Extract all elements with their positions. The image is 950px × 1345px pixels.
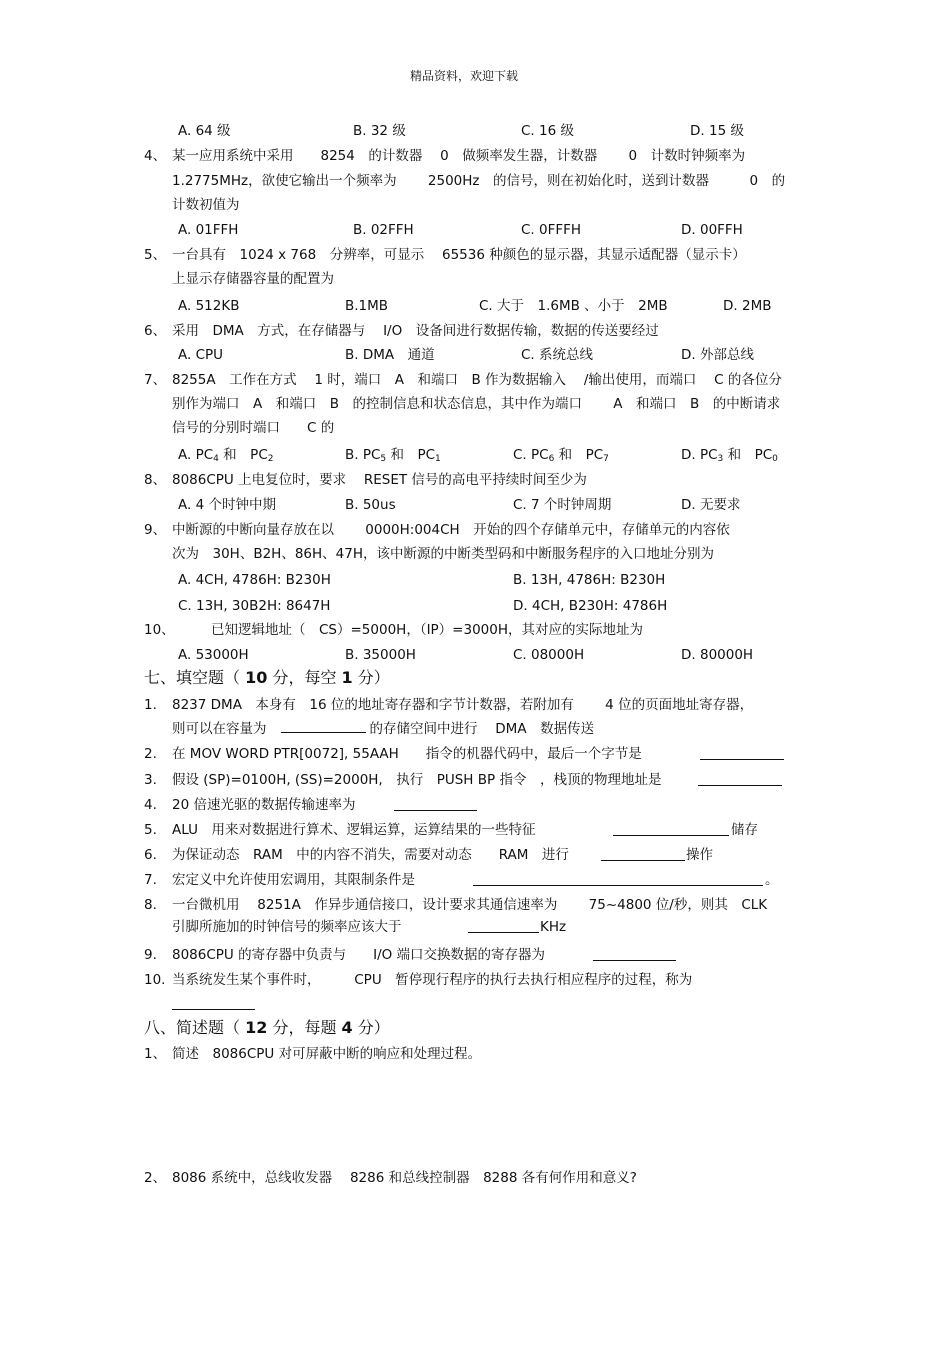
q7-line1: 8255A 工作在方式 1 时，端口 A 和端口 B 作为数据输入 /输出使用，而端口 C 的各位分 (172, 372, 782, 388)
section-8-heading (144, 1018, 390, 1038)
section-7-points-each: 1 (341, 668, 353, 687)
q9-line2: 次为 30H、B2H、86H、47H，该中断源的中断类型码和中断服务程序的入口地址分别为 (172, 546, 714, 562)
fill-10-text: 当系统发生某个事件时， CPU 暂停现行程序的执行去执行相应程序的过程，称为 (172, 972, 693, 988)
q7-option-c-sub2: 7 (603, 454, 609, 464)
q7-option-a-sub1: 4 (213, 454, 219, 464)
fill-7-after: 。 (765, 872, 779, 888)
q5-option-a: A. 512KB (178, 298, 240, 314)
q7-option-b (345, 447, 441, 463)
q8-line1: 8086CPU 上电复位时，要求 RESET 信号的高电平持续时间至少为 (172, 472, 587, 488)
q8-option-a: A. 4 个时钟中期 (178, 497, 276, 513)
q3-option-b: B. 32 级 (353, 123, 406, 139)
q7-option-b-sub2: 1 (435, 454, 441, 464)
q4-line3: 计数初值为 (172, 197, 240, 213)
essay-2-text: 8086 系统中，总线收发器 8286 和总线控制器 8288 各有何作用和意义? (172, 1170, 637, 1186)
q5-number: 5、 (144, 247, 167, 263)
q7-option-b-sub1: 5 (380, 454, 387, 464)
q6-option-d: D. 外部总线 (681, 347, 754, 363)
fill-3-number: 3. (144, 772, 157, 788)
q8-option-c: C. 7 个时钟周期 (513, 497, 612, 513)
q7-option-d-sub1: 3 (717, 454, 724, 464)
fill-1-line1: 8237 DMA 本身有 16 位的地址寄存器和字节计数器，若附加有 4 位的页面地址寄存器， (172, 697, 754, 713)
fill-6-after: 操作 (686, 847, 713, 863)
q3-option-d: D. 15 级 (690, 123, 744, 139)
q4-line2: 1.2775MHz，欲使它输出一个频率为 2500Hz 的信号，则在初始化时，送到计数器 0 的 (172, 173, 786, 189)
section-7-heading-pre: 七、填空题（ (144, 668, 246, 687)
q7-line2: 别作为端口 A 和端口 B 的控制信息和状态信息，其中作为端口 A 和端口 B 的中断请求 (172, 396, 781, 412)
essay-1-number: 1、 (144, 1046, 167, 1062)
q7-option-a-mid: 和 PC (218, 447, 268, 463)
fill-10-number: 10. (144, 972, 166, 988)
fill-7-blank (473, 872, 763, 886)
q7-option-c-sub1: 6 (548, 454, 555, 464)
fill-5-number: 5. (144, 822, 157, 838)
fill-1-line2 (172, 719, 594, 737)
fill-7-number: 7. (144, 872, 157, 888)
q3-option-c: C. 16 级 (521, 123, 574, 139)
fill-3-blank (698, 772, 782, 786)
fill-1-line2-before: 则可以在容量为 (172, 721, 267, 737)
q4-option-d: D. 00FFH (681, 222, 743, 238)
fill-2-blank (700, 746, 784, 760)
q6-option-b: B. DMA 通道 (345, 347, 435, 363)
q7-option-d-mid: 和 PC (723, 447, 773, 463)
fill-2-number: 2. (144, 746, 157, 762)
fill-7-text: 宏定义中允许使用宏调用，其限制条件是 (172, 872, 415, 888)
q5-option-b: B.1MB (345, 298, 389, 314)
q4-line1: 某一应用系统中采用 8254 的计数器 0 做频率发生器，计数器 0 计数时钟频率为 (172, 148, 746, 164)
fill-8-line1: 一台微机用 8251A 作异步通信接口，设计要求其通信速率为 75~4800 位/秒，则其 CLK (172, 897, 768, 913)
q5-line2: 上显示存储器容量的配置为 (172, 271, 334, 287)
q6-option-c: C. 系统总线 (521, 347, 594, 363)
fill-3-text: 假设 (SP)=0100H, (SS)=2000H, 执行 PUSH BP 指令 ，栈顶的物理地址是 (172, 772, 662, 788)
fill-5-text: ALU 用来对数据进行算术、逻辑运算，运算结果的一些特征 (172, 822, 536, 838)
q7-option-b-pre: B. PC (345, 447, 381, 463)
q7-line3: 信号的分别时端口 C 的 (172, 420, 335, 436)
section-7-heading (144, 668, 390, 688)
fill-4-text: 20 倍速光驱的数据传输速率为 (172, 797, 356, 813)
q9-line1: 中断源的中断向量存放在以 0000H:004CH 开始的四个存储单元中，存储单元的内容依 (172, 522, 730, 538)
q9-option-b: B. 13H, 4786H: B230H (513, 572, 666, 588)
q4-option-b: B. 02FFH (353, 222, 414, 238)
fill-8-number: 8. (144, 897, 157, 913)
q8-option-b: B. 50us (345, 497, 396, 513)
fill-8-after: KHz (540, 919, 567, 935)
q7-option-c-pre: C. PC (513, 447, 549, 463)
q8-number: 8、 (144, 472, 167, 488)
fill-9-number: 9. (144, 947, 157, 963)
q7-option-c (513, 447, 609, 463)
q6-option-a: A. CPU (178, 347, 224, 363)
essay-2-number: 2、 (144, 1170, 167, 1186)
q4-option-a: A. 01FFH (178, 222, 239, 238)
fill-1-line2-after: 的存储空间中进行 DMA 数据传送 (369, 721, 595, 737)
fill-1-number: 1. (144, 697, 157, 713)
section-8-points: 12 (245, 1018, 268, 1037)
section-7-heading-mid: 分，每空 (267, 668, 342, 687)
fill-6-blank (601, 847, 685, 861)
fill-8-line2: 引脚所施加的时钟信号的频率应该大于 (172, 919, 402, 935)
q9-option-d: D. 4CH, B230H: 4786H (513, 598, 668, 614)
fill-5-after: 储存 (731, 822, 758, 838)
q7-option-d-pre: D. PC (681, 447, 718, 463)
fill-1-blank (281, 719, 366, 733)
section-8-heading-post: 分） (352, 1018, 390, 1037)
fill-5-blank (613, 822, 729, 836)
q9-number: 9、 (144, 522, 167, 538)
fill-4-blank (394, 797, 477, 811)
q7-option-a-pre: A. PC (178, 447, 214, 463)
fill-10-blank (172, 996, 255, 1010)
q4-number: 4、 (144, 148, 167, 164)
fill-8-blank (468, 919, 539, 933)
fill-6-number: 6. (144, 847, 157, 863)
section-7-heading-post: 分） (352, 668, 390, 687)
q7-option-d (681, 447, 778, 463)
q7-option-a-sub2: 2 (267, 454, 274, 464)
q7-option-d-sub2: 0 (772, 454, 778, 464)
fill-6-text: 为保证动态 RAM 中的内容不消失，需要对动态 RAM 进行 (172, 847, 569, 863)
q8-option-d: D. 无要求 (681, 497, 741, 513)
section-8-heading-pre: 八、简述题（ (144, 1018, 246, 1037)
q10-option-b: B. 35000H (345, 647, 416, 663)
q10-option-c: C. 08000H (513, 647, 585, 663)
q10-option-a: A. 53000H (178, 647, 249, 663)
section-7-points: 10 (245, 668, 268, 687)
section-8-points-each: 4 (341, 1018, 353, 1037)
q10-option-d: D. 80000H (681, 647, 754, 663)
q7-number: 7、 (144, 372, 167, 388)
q4-option-c: C. 0FFFH (521, 222, 582, 238)
q5-option-c: C. 大于 1.6MB 、小于 2MB (479, 298, 668, 314)
q3-option-a: A. 64 级 (178, 123, 231, 139)
page-header: 精品资料，欢迎下载 (410, 69, 519, 83)
q10-number: 10、 (144, 622, 175, 638)
q7-option-a (178, 447, 273, 463)
fill-9-blank (593, 947, 676, 961)
q10-line1: 已知逻辑地址（ CS）=5000H，（IP）=3000H，其对应的实际地址为 (211, 622, 644, 638)
q6-number: 6、 (144, 323, 167, 339)
q9-option-a: A. 4CH, 4786H: B230H (178, 572, 331, 588)
fill-2-text: 在 MOV WORD PTR[0072], 55AAH 指令的机器代码中，最后一个字节是 (172, 746, 642, 762)
q5-line1: 一台具有 1024 x 768 分辨率，可显示 65536 种颜色的显示器，其显示适配器（显示卡） (172, 247, 746, 263)
q7-option-b-mid: 和 PC (386, 447, 436, 463)
fill-4-number: 4. (144, 797, 157, 813)
section-8-heading-mid: 分，每题 (267, 1018, 342, 1037)
essay-1-text: 简述 8086CPU 对可屏蔽中断的响应和处理过程。 (172, 1046, 482, 1062)
fill-9-text: 8086CPU 的寄存器中负责与 I/O 端口交换数据的寄存器为 (172, 947, 546, 963)
q5-option-d: D. 2MB (723, 298, 772, 314)
q6-line1: 采用 DMA 方式，在存储器与 I/O 设备间进行数据传输，数据的传送要经过 (172, 323, 659, 339)
q9-option-c: C. 13H, 30B2H: 8647H (178, 598, 331, 614)
q7-option-c-mid: 和 PC (554, 447, 604, 463)
